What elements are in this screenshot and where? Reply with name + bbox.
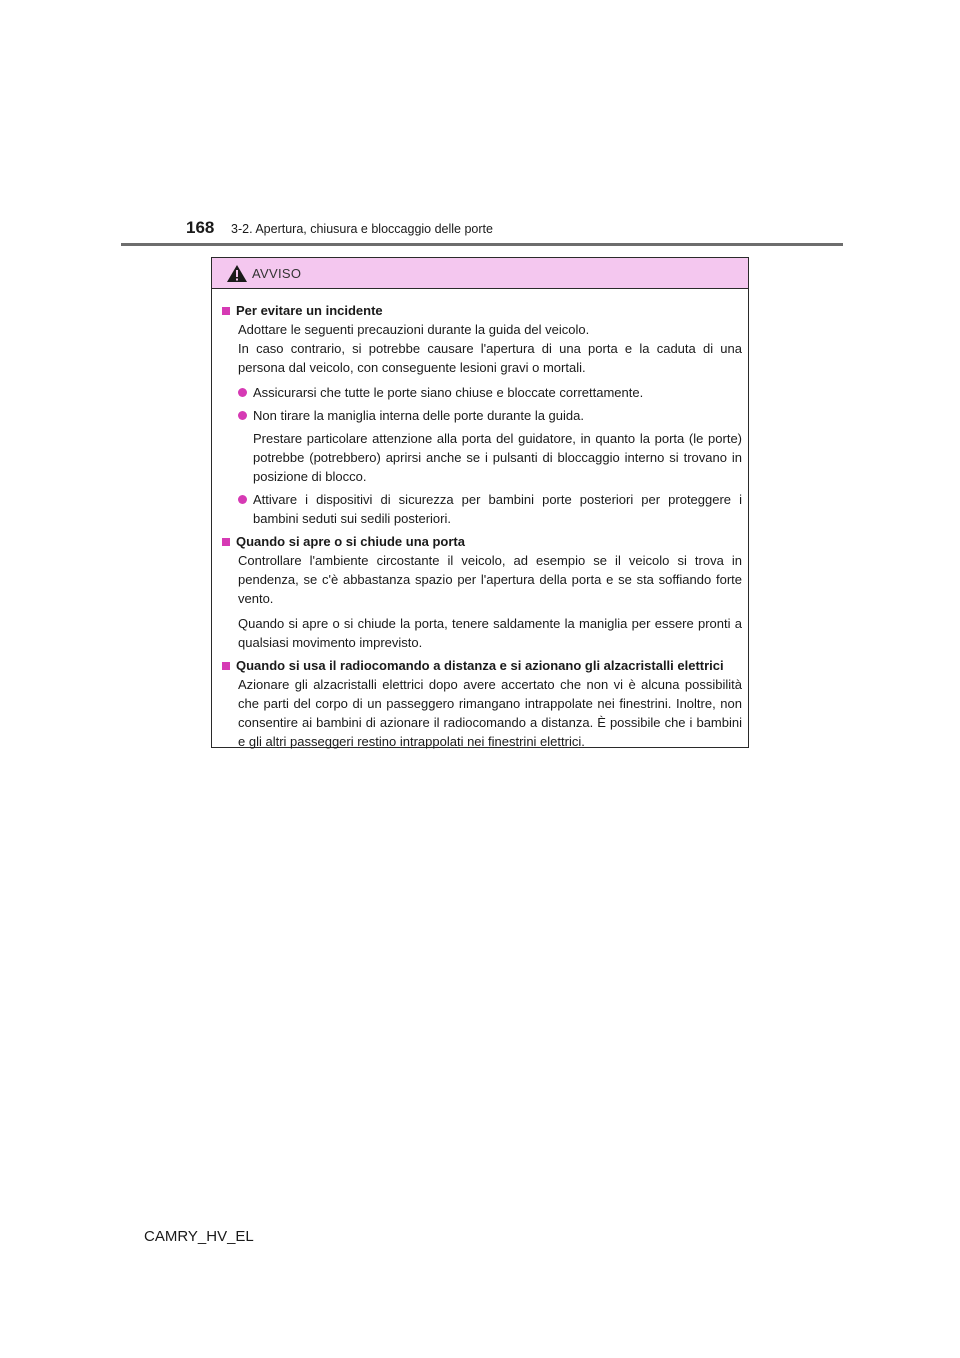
- bullet-text: Non tirare la maniglia interna delle porte durante la guida.: [253, 408, 584, 423]
- bullet-item: [222, 490, 742, 528]
- warning-section: [222, 656, 742, 751]
- square-bullet-icon: [222, 538, 230, 546]
- bullet-item: [222, 406, 742, 425]
- section-heading-text: Per evitare un incidente: [236, 303, 383, 318]
- round-bullet-icon: [238, 388, 247, 397]
- section-heading: [222, 656, 742, 675]
- header-rule: [121, 243, 843, 246]
- warning-body: [212, 289, 748, 751]
- section-heading: [222, 532, 742, 551]
- warning-title: AVVISO: [252, 265, 302, 281]
- footer-code: CAMRY_HV_EL: [144, 1228, 254, 1245]
- bullet-text: Attivare i dispositivi di sicurezza per bambini porte posteriori per proteggere i bambini seduti sui sedili posteriori.: [253, 492, 742, 526]
- section-heading: [222, 301, 742, 320]
- warning-section: [222, 301, 742, 528]
- round-bullet-icon: [238, 495, 247, 504]
- round-bullet-icon: [238, 411, 247, 420]
- section-title: 3-2. Apertura, chiusura e bloccaggio delle porte: [231, 222, 493, 236]
- section-heading-text: Quando si usa il radiocomando a distanza e si azionano gli alzacristalli elettrici: [236, 658, 724, 673]
- warning-box: [211, 257, 749, 748]
- bullet-subtext: Prestare particolare attenzione alla porta del guidatore, in quanto la porta (le porte) potrebbe (potrebbero) aprirsi anche se i pulsanti di bloccaggio interno si trovano in posizione di blocco.: [253, 431, 742, 484]
- bullet-item: [222, 383, 742, 402]
- square-bullet-icon: [222, 307, 230, 315]
- page-number: 168: [186, 218, 215, 237]
- warning-header: [212, 258, 748, 289]
- section-paragraph: Azionare gli alzacristalli elettrici dopo avere accertato che non vi è alcuna possibilità che parti del corpo di un passeggero rimangano intrappolate nei finestrini. Inoltre, non consentire ai bambini di azionare il radiocomando a distanza. È possibile che i bambini e gli altri passeggeri restino intrappolati nei finestrini elettrici.: [238, 677, 742, 749]
- section-paragraph: Quando si apre o si chiude la porta, tenere saldamente la maniglia per essere pronti a qualsiasi movimento imprevisto.: [238, 616, 742, 650]
- bullet-text: Assicurarsi che tutte le porte siano chiuse e bloccate correttamente.: [253, 385, 644, 400]
- square-bullet-icon: [222, 662, 230, 670]
- section-paragraph: Controllare l'ambiente circostante il veicolo, ad esempio se il veicolo si trova in pendenza, se c'è abbastanza spazio per l'apertura della porta e se sta soffiando forte vento.: [238, 553, 742, 606]
- warning-triangle-icon: [226, 264, 248, 283]
- warning-section: [222, 532, 742, 652]
- section-heading-text: Quando si apre o si chiude una porta: [236, 534, 465, 549]
- section-paragraph: Adottare le seguenti precauzioni durante la guida del veicolo. In caso contrario, si potrebbe causare l'apertura di una porta e la caduta di una persona dal veicolo, con conseguente lesioni gravi o mortali.: [238, 322, 742, 375]
